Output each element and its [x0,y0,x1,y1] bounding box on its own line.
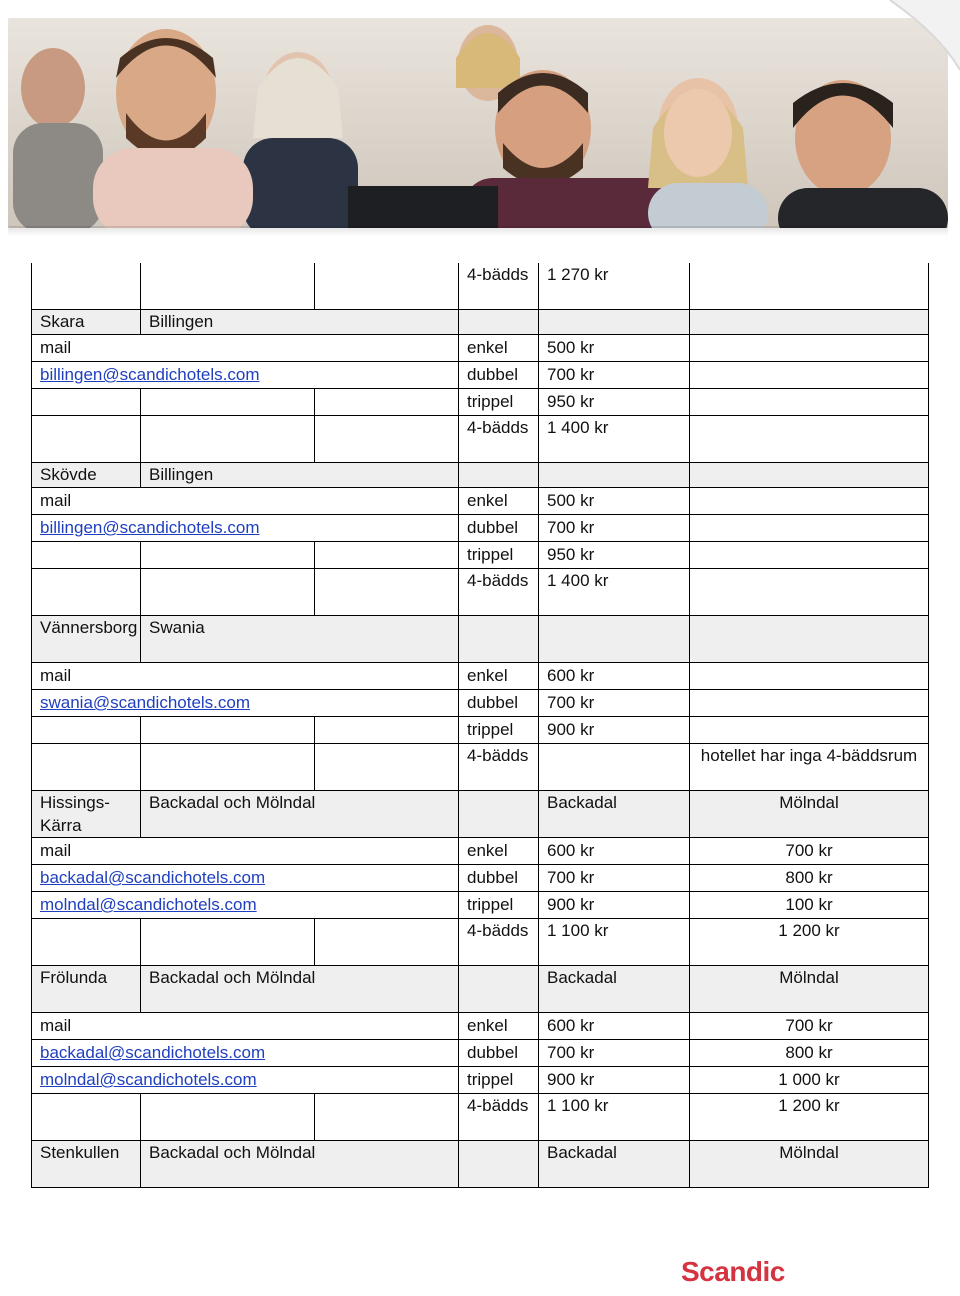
room-type-cell-text: dubbel [467,868,519,887]
city-cell [32,791,141,838]
mail-label [32,1013,459,1040]
room-type-cell [459,663,539,690]
rate-col2-cell-text: 100 kr [785,895,833,914]
rate-col2-cell [690,690,929,717]
email-link [32,515,459,542]
hotel-cell [141,463,459,488]
table-row [32,744,929,791]
hotel-cell [141,310,459,335]
rate-col1-cell [539,919,690,966]
room-type-cell [459,1013,539,1040]
rate-col2-cell [690,515,929,542]
empty-cell [315,263,459,310]
rate-col1-cell [539,1094,690,1141]
hotel-cell [141,791,459,838]
empty-cell [141,542,315,569]
room-type-cell [459,463,539,488]
room-type-cell [459,263,539,310]
room-type-cell-text: enkel [467,338,508,357]
table-row [32,362,929,389]
hotel-cell [141,1141,459,1188]
rate-col2-header-text: Mölndal [779,793,839,812]
rate-col2-header [690,616,929,663]
email-link-text[interactable]: molndal@scandichotels.com [40,895,257,914]
empty-cell [141,919,315,966]
room-type-cell [459,310,539,335]
table-row [32,263,929,310]
room-type-cell [459,717,539,744]
room-type-cell [459,838,539,865]
rate-col2-header [690,791,929,838]
room-type-cell [459,488,539,515]
empty-cell [141,744,315,791]
table-row [32,1094,929,1141]
rate-col2-cell [690,389,929,416]
table-row [32,690,929,717]
rate-col1-cell [539,744,690,791]
city-cell [32,1141,141,1188]
email-link-text[interactable]: swania@scandichotels.com [40,693,251,712]
room-type-cell-text: enkel [467,491,508,510]
table-section-row [32,616,929,663]
room-type-cell-text: trippel [467,545,514,564]
rate-col2-header [690,966,929,1013]
empty-cell [315,744,459,791]
rate-col2-cell-text: hotellet har inga 4-bäddsrum [700,746,918,765]
rate-col1-cell-text: 1 100 kr [547,921,609,940]
rate-col1-cell [539,362,690,389]
room-type-cell [459,416,539,463]
room-type-cell [459,389,539,416]
rates-table [31,263,929,1188]
rate-col1-cell [539,389,690,416]
table-row [32,569,929,616]
rate-col2-cell [690,1094,929,1141]
mail-label-text: mail [40,841,72,860]
email-link [32,892,459,919]
rate-col2-header-text: Mölndal [779,1143,839,1162]
rate-col1-cell-text: 600 kr [547,841,595,860]
hotel-cell-text: Backadal och Mölndal [149,793,316,812]
room-type-cell [459,362,539,389]
empty-cell [315,416,459,463]
room-type-cell-text: trippel [467,895,514,914]
email-link [32,1040,459,1067]
header-photo [8,18,948,228]
empty-cell [315,542,459,569]
table-row [32,1013,929,1040]
rate-col1-cell [539,717,690,744]
rate-col1-cell [539,1040,690,1067]
rate-col2-header-text: Mölndal [779,968,839,987]
rate-col2-cell [690,919,929,966]
empty-cell [32,1094,141,1141]
city-cell-text: Vännersborg [40,618,138,637]
rate-col2-cell [690,838,929,865]
mail-label-text: mail [40,1016,72,1035]
empty-cell [315,717,459,744]
room-type-cell [459,335,539,362]
rate-col1-cell [539,892,690,919]
empty-cell [32,744,141,791]
table-section-row [32,310,929,335]
room-type-cell [459,569,539,616]
rate-col1-header [539,463,690,488]
room-type-cell [459,1040,539,1067]
room-type-cell [459,791,539,838]
room-type-cell [459,1067,539,1094]
email-link-text[interactable]: backadal@scandichotels.com [40,868,266,887]
mail-label-text: mail [40,666,72,685]
email-link [32,865,459,892]
rate-col2-cell [690,335,929,362]
rate-col1-header-text: Backadal [547,968,617,987]
empty-cell [32,919,141,966]
empty-cell [141,1094,315,1141]
empty-cell [141,416,315,463]
room-type-cell-text: dubbel [467,1043,519,1062]
empty-cell [32,542,141,569]
rate-col2-cell [690,717,929,744]
rate-col1-cell-text: 700 kr [547,693,595,712]
mail-label [32,488,459,515]
table-row [32,892,929,919]
rate-col2-cell [690,1040,929,1067]
room-type-cell-text: 4-bädds [467,571,529,590]
rate-col1-cell [539,488,690,515]
scandic-logo: Scandic [681,1256,785,1287]
rate-col1-cell-text: 1 270 kr [547,265,609,284]
city-cell [32,616,141,663]
rate-col1-cell-text: 500 kr [547,491,595,510]
empty-cell [315,569,459,616]
room-type-cell-text: 4-bädds [467,418,529,437]
table-row [32,1067,929,1094]
rate-col1-cell [539,515,690,542]
empty-cell [32,263,141,310]
mail-label [32,335,459,362]
empty-cell [141,389,315,416]
rate-col1-cell-text: 950 kr [547,545,595,564]
room-type-cell [459,1141,539,1188]
table-row [32,919,929,966]
rate-col1-cell [539,838,690,865]
empty-cell [315,919,459,966]
table-row [32,663,929,690]
room-type-cell-text: enkel [467,666,508,685]
hotel-cell-text: Swania [149,618,205,637]
rate-col1-cell [539,569,690,616]
rate-col1-cell [539,865,690,892]
rate-col2-cell-text: 700 kr [785,841,833,860]
rate-col2-cell-text: 800 kr [785,1043,833,1062]
rate-col2-cell [690,488,929,515]
hotel-cell [141,966,459,1013]
rate-col1-cell-text: 700 kr [547,365,595,384]
rate-col2-cell [690,663,929,690]
empty-cell [32,569,141,616]
empty-cell [141,263,315,310]
rate-col2-cell [690,569,929,616]
rate-col1-cell [539,1067,690,1094]
rate-col1-cell [539,416,690,463]
rate-col1-cell-text: 950 kr [547,392,595,411]
rate-col2-header [690,1141,929,1188]
mail-label [32,838,459,865]
room-type-cell-text: 4-bädds [467,746,529,765]
rate-col1-header [539,310,690,335]
city-cell-text: Hissings-Kärra [40,793,110,835]
rate-col1-header [539,966,690,1013]
table-row [32,865,929,892]
rate-col1-header-text: Backadal [547,793,617,812]
email-link-text[interactable]: billingen@scandichotels.com [40,365,260,384]
rate-col2-cell-text: 700 kr [785,1016,833,1035]
rate-col2-cell-text: 1 200 kr [778,921,840,940]
hotel-cell-text: Backadal och Mölndal [149,1143,316,1162]
room-type-cell-text: enkel [467,1016,508,1035]
rate-col2-cell [690,865,929,892]
table-row [32,389,929,416]
city-cell-text: Skara [40,312,85,331]
rate-col1-cell [539,335,690,362]
room-type-cell [459,690,539,717]
rate-col1-cell [539,542,690,569]
rate-col2-cell [690,542,929,569]
room-type-cell [459,744,539,791]
email-link-text[interactable]: billingen@scandichotels.com [40,518,260,537]
rate-col2-cell [690,744,929,791]
rate-col1-cell-text: 900 kr [547,720,595,739]
table-section-row [32,966,929,1013]
page-curl-decoration [880,0,960,80]
room-type-cell [459,892,539,919]
table-section-row [32,791,929,838]
room-type-cell-text: trippel [467,720,514,739]
room-type-cell [459,515,539,542]
room-type-cell-text: 4-bädds [467,265,529,284]
table-section-row [32,463,929,488]
rate-col1-cell-text: 900 kr [547,1070,595,1089]
empty-cell [32,717,141,744]
empty-cell [315,389,459,416]
hotel-cell-text: Backadal och Mölndal [149,968,316,987]
table-row [32,1040,929,1067]
rate-col1-cell-text: 1 100 kr [547,1096,609,1115]
room-type-cell-text: trippel [467,1070,514,1089]
room-type-cell-text: enkel [467,841,508,860]
rate-col2-header [690,310,929,335]
rate-col1-cell-text: 700 kr [547,1043,595,1062]
table-row [32,416,929,463]
rate-col1-cell-text: 700 kr [547,518,595,537]
rate-col1-cell-text: 700 kr [547,868,595,887]
rate-col2-cell [690,362,929,389]
room-type-cell-text: dubbel [467,693,519,712]
email-link [32,1067,459,1094]
rate-col1-cell-text: 1 400 kr [547,418,609,437]
mail-label [32,663,459,690]
table-row [32,488,929,515]
room-type-cell [459,966,539,1013]
city-cell-text: Skövde [40,465,97,484]
hotel-cell [141,616,459,663]
room-type-cell [459,616,539,663]
city-cell-text: Stenkullen [40,1143,120,1162]
empty-cell [32,416,141,463]
rate-col2-header [690,463,929,488]
rate-col1-cell [539,690,690,717]
rate-col2-cell [690,263,929,310]
table-row [32,717,929,744]
empty-cell [32,389,141,416]
room-type-cell [459,1094,539,1141]
city-cell-text: Frölunda [40,968,108,987]
city-cell [32,966,141,1013]
room-type-cell [459,919,539,966]
email-link [32,690,459,717]
rate-col1-cell-text: 600 kr [547,666,595,685]
table-row [32,335,929,362]
mail-label-text: mail [40,338,72,357]
mail-label-text: mail [40,491,72,510]
rate-col2-cell-text: 1 200 kr [778,1096,840,1115]
rate-col2-cell [690,416,929,463]
email-link-text[interactable]: backadal@scandichotels.com [40,1043,266,1062]
rate-col2-cell-text: 800 kr [785,868,833,887]
room-type-cell [459,865,539,892]
table-section-row [32,1141,929,1188]
rate-col1-cell [539,663,690,690]
table-row [32,515,929,542]
rate-col1-header [539,1141,690,1188]
room-type-cell-text: dubbel [467,365,519,384]
rate-col1-header [539,791,690,838]
city-cell [32,463,141,488]
city-cell [32,310,141,335]
table-row [32,542,929,569]
rate-col2-cell [690,892,929,919]
header-photo-shadow [8,226,948,236]
room-type-cell-text: dubbel [467,518,519,537]
rate-col1-cell-text: 500 kr [547,338,595,357]
rate-col1-header-text: Backadal [547,1143,617,1162]
room-type-cell-text: 4-bädds [467,921,529,940]
email-link [32,362,459,389]
rate-col1-cell-text: 900 kr [547,895,595,914]
table-row [32,838,929,865]
email-link-text[interactable]: molndal@scandichotels.com [40,1070,257,1089]
rate-col1-header [539,616,690,663]
empty-cell [141,717,315,744]
hotel-cell-text: Billingen [149,312,214,331]
rate-col1-cell-text: 600 kr [547,1016,595,1035]
rate-col2-cell [690,1013,929,1040]
hotel-cell-text: Billingen [149,465,214,484]
rate-col1-cell [539,1013,690,1040]
rate-col2-cell-text: 1 000 kr [778,1070,840,1089]
room-type-cell-text: 4-bädds [467,1096,529,1115]
room-type-cell [459,542,539,569]
rate-col2-cell [690,1067,929,1094]
empty-cell [315,1094,459,1141]
rate-col1-cell-text: 1 400 kr [547,571,609,590]
room-type-cell-text: trippel [467,392,514,411]
empty-cell [141,569,315,616]
rate-col1-cell [539,263,690,310]
